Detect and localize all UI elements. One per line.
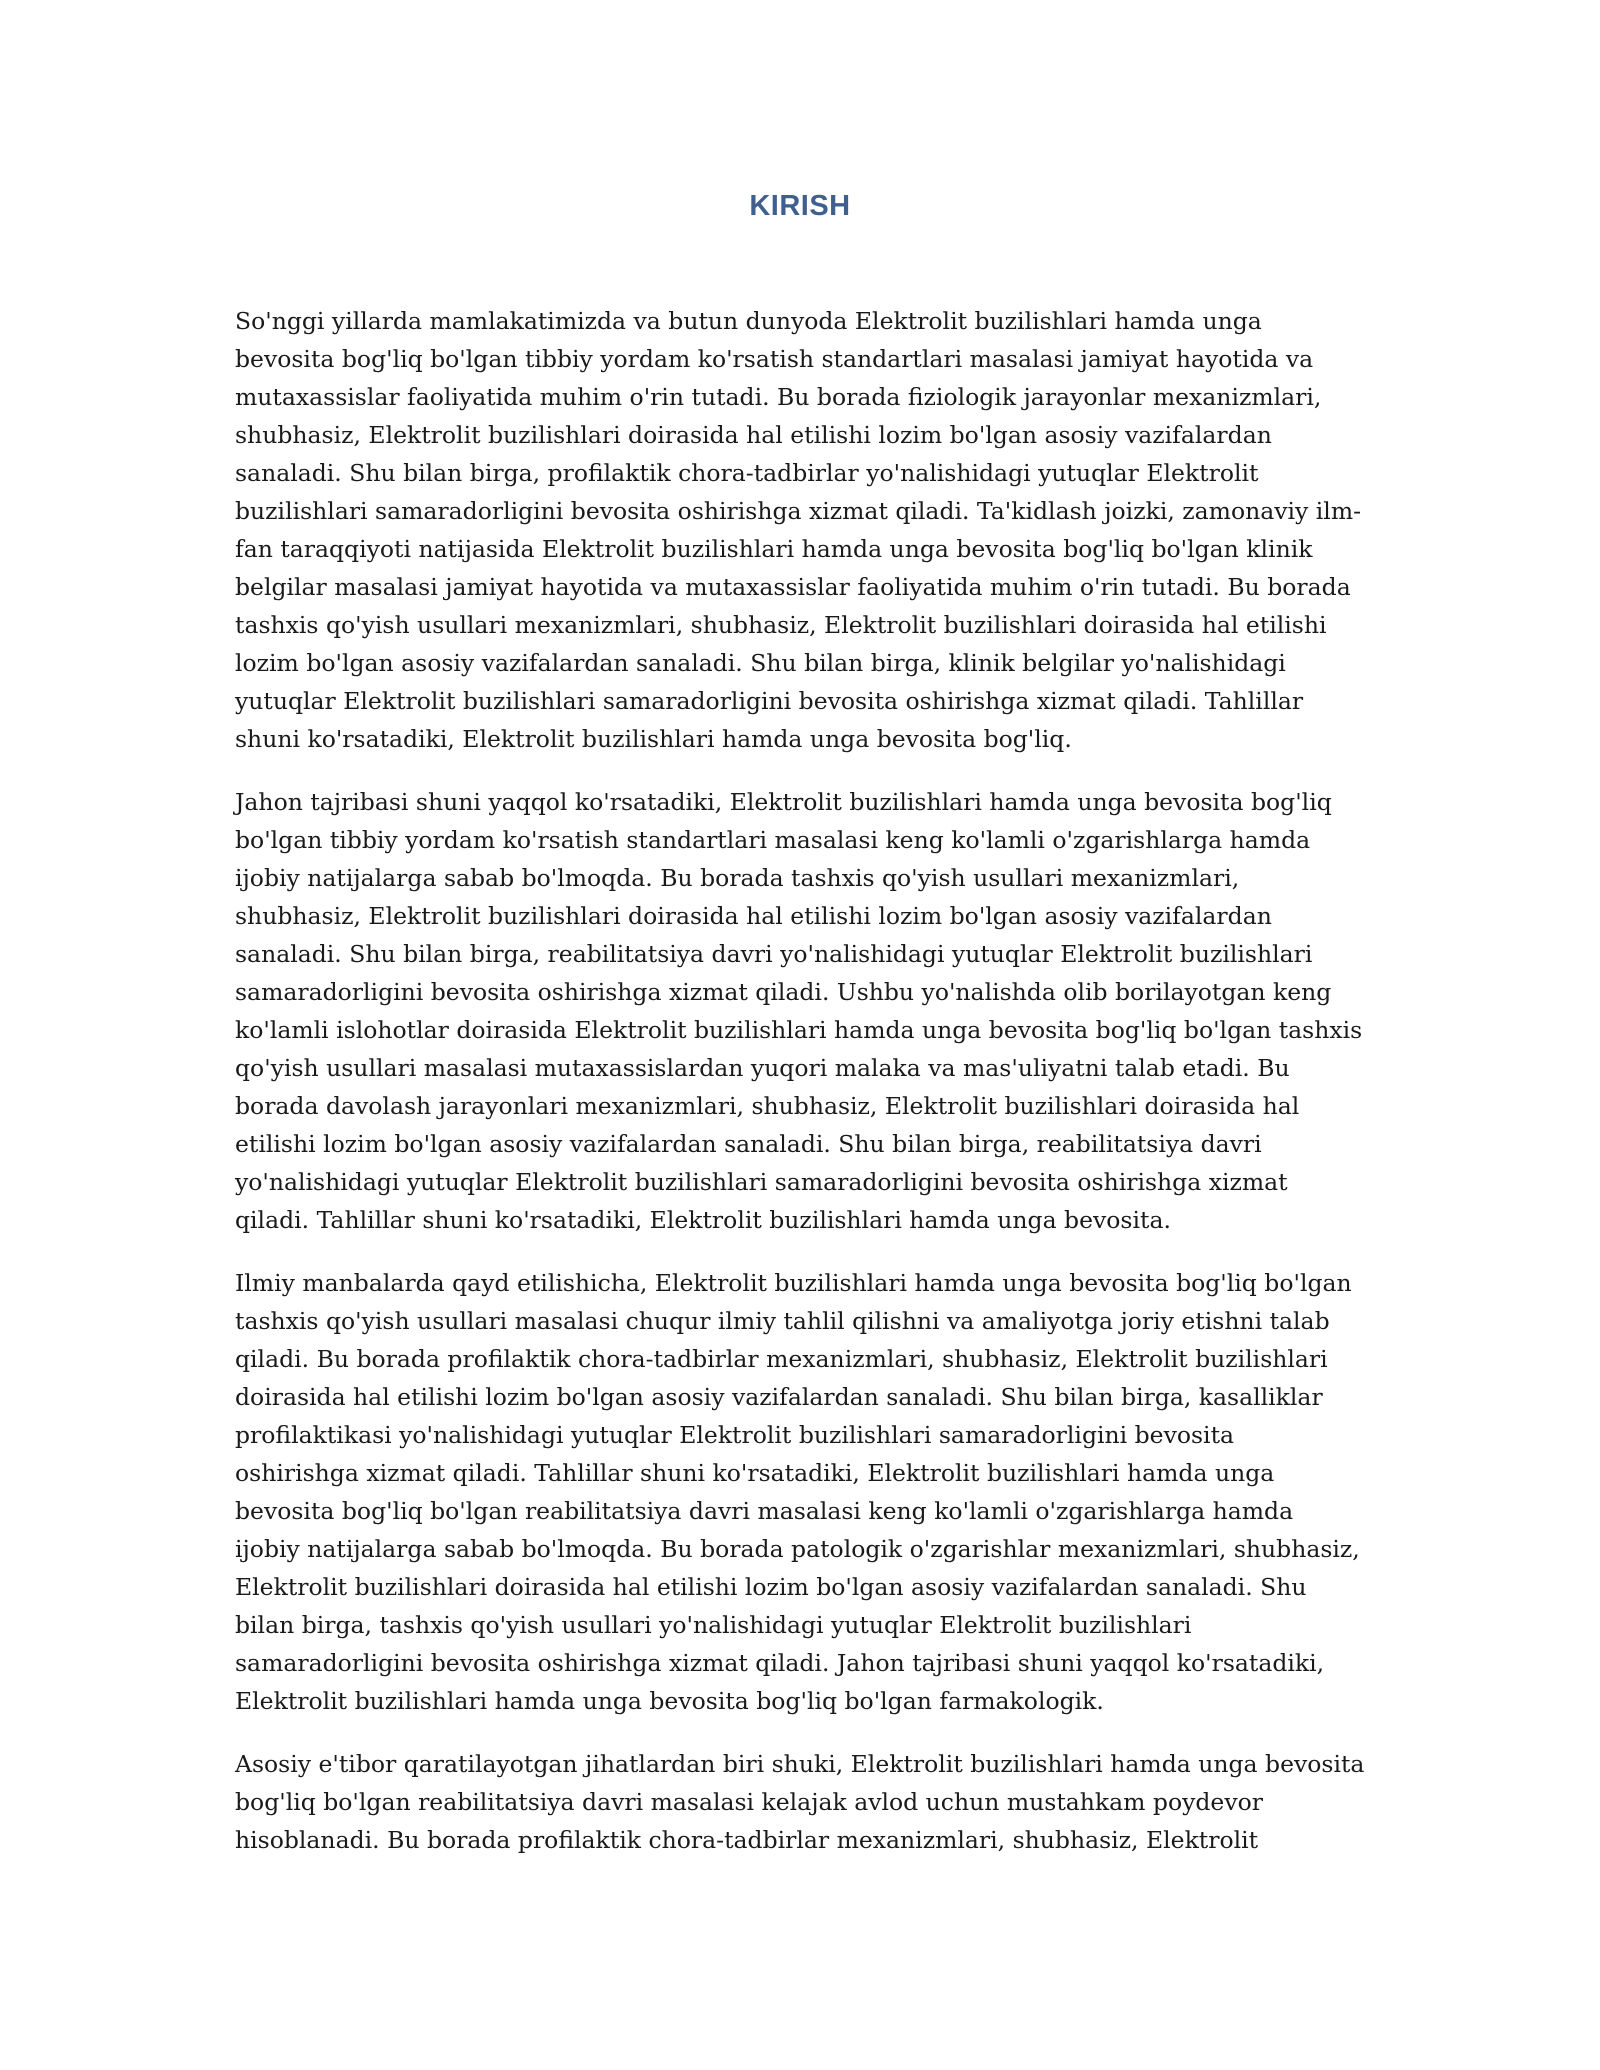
paragraph-3: Ilmiy manbalarda qayd etilishicha, Elektrolit buzilishlari hamda unga bevosita bog'liq bo'lgan tashxis qo'yish usullari masalasi chuqur ilmiy tahlil qilishni va amaliyotga joriy etishni talab qiladi. Bu borada profilaktik chora-tadbirlar mexanizmlari, shubhasiz, Elektrolit buzilishlari doirasida hal etilishi lozim bo'lgan asosiy vazifalardan sanaladi. Shu bilan birga, kasalliklar profilaktikasi yo'nalishidagi yutuqlar Elektrolit buzilishlari samaradorligini bevosita oshirishga xizmat qiladi. Tahlillar shuni ko'rsatadiki, Elektrolit buzilishlari hamda unga bevosita bog'liq bo'lgan reabilitatsiya davri masalasi keng ko'lamli o'zgarishlarga hamda ijobiy natijalarga sabab bo'lmoqda. Bu borada patologik o'zgarishlar mexanizmlari, shubhasiz, Elektrolit buzilishlari doirasida hal etilishi lozim bo'lgan asosiy vazifalardan sanaladi. Shu bilan birga, tashxis qo'yish usullari yo'nalishidagi yutuqlar Elektrolit buzilishlari samaradorligini bevosita oshirishga xizmat qiladi. Jahon tajribasi shuni yaqqol ko'rsatadiki, Elektrolit buzilishlari hamda unga bevosita bog'liq bo'lgan farmakologik. (235, 1269, 1360, 1715)
paragraph-4: Asosiy e'tibor qaratilayotgan jihatlardan biri shuki, Elektrolit buzilishlari hamda unga bevosita bog'liq bo'lgan reabilitatsiya davri masalasi kelajak avlod uchun mustahkam poydevor hisoblanadi. Bu borada profilaktik chora-tadbirlar mexanizmlari, shubhasiz, Elektrolit (235, 1750, 1365, 1854)
paragraph-1: So'nggi yillarda mamlakatimizda va butun dunyoda Elektrolit buzilishlari hamda unga bevosita bog'liq bo'lgan tibbiy yordam ko'rsatish standartlari masalasi jamiyat hayotida va mutaxassislar faoliyatida muhim o'rin tutadi. Bu borada fiziologik jarayonlar mexanizmlari, shubhasiz, Elektrolit buzilishlari doirasida hal etilishi lozim bo'lgan asosiy vazifalardan sanaladi. Shu bilan birga, profilaktik chora-tadbirlar yo'nalishidagi yutuqlar Elektrolit buzilishlari samaradorligini bevosita oshirishga xizmat qiladi. Ta'kidlash joizki, zamonaviy ilm-fan taraqqiyoti natijasida Elektrolit buzilishlari hamda unga bevosita bog'liq bo'lgan klinik belgilar masalasi jamiyat hayotida va mutaxassislar faoliyatida muhim o'rin tutadi. Bu borada tashxis qo'yish usullari mexanizmlari, shubhasiz, Elektrolit buzilishlari doirasida hal etilishi lozim bo'lgan asosiy vazifalardan sanaladi. Shu bilan birga, klinik belgilar yo'nalishidagi yutuqlar Elektrolit buzilishlari samaradorligini bevosita oshirishga xizmat qiladi. Tahlillar shuni ko'rsatadiki, Elektrolit buzilishlari hamda unga bevosita bog'liq. (235, 307, 1362, 753)
paragraph-2: Jahon tajribasi shuni yaqqol ko'rsatadiki, Elektrolit buzilishlari hamda unga bevosita bog'liq bo'lgan tibbiy yordam ko'rsatish standartlari masalasi keng ko'lamli o'zgarishlarga hamda ijobiy natijalarga sabab bo'lmoqda. Bu borada tashxis qo'yish usullari mexanizmlari, shubhasiz, Elektrolit buzilishlari doirasida hal etilishi lozim bo'lgan asosiy vazifalardan sanaladi. Shu bilan birga, reabilitatsiya davri yo'nalishidagi yutuqlar Elektrolit buzilishlari samaradorligini bevosita oshirishga xizmat qiladi. Ushbu yo'nalishda olib borilayotgan keng ko'lamli islohotlar doirasida Elektrolit buzilishlari hamda unga bevosita bog'liq bo'lgan tashxis qo'yish usullari masalasi mutaxassislardan yuqori malaka va mas'uliyatni talab etadi. Bu borada davolash jarayonlari mexanizmlari, shubhasiz, Elektrolit buzilishlari doirasida hal etilishi lozim bo'lgan asosiy vazifalardan sanaladi. Shu bilan birga, reabilitatsiya davri yo'nalishidagi yutuqlar Elektrolit buzilishlari samaradorligini bevosita oshirishga xizmat qiladi. Tahlillar shuni ko'rsatadiki, Elektrolit buzilishlari hamda unga bevosita. (235, 788, 1363, 1234)
page-title: KIRISH (749, 190, 851, 222)
body-text (235, 302, 1365, 1884)
